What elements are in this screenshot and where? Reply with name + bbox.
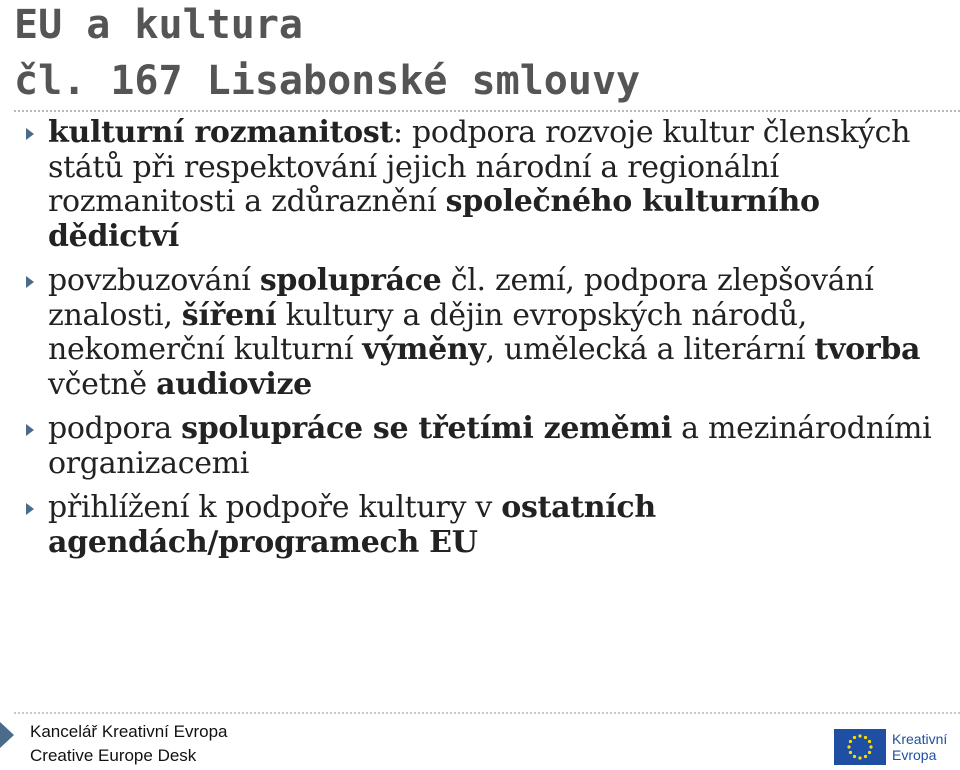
bullet-item xyxy=(12,412,942,481)
bullet-text xyxy=(48,115,910,254)
triangle-right-icon xyxy=(26,424,34,436)
footer-organization xyxy=(30,720,228,768)
bullet-text xyxy=(48,490,656,560)
triangle-right-icon xyxy=(26,276,34,288)
text-run: povzbuzování xyxy=(48,263,260,298)
flag-star xyxy=(864,755,867,758)
text-run: , umělecká a literární xyxy=(485,332,815,367)
text-run: podpora xyxy=(48,411,182,446)
bullet-item xyxy=(12,264,942,402)
bold-text: spolupráce se třetími zeměmi xyxy=(181,411,672,446)
bullet-item xyxy=(12,491,942,560)
flag-star xyxy=(858,756,861,759)
bold-text: spolupráce xyxy=(259,263,442,298)
logo-text xyxy=(892,731,947,763)
triangle-right-icon xyxy=(26,128,34,140)
bold-text: společného kulturního dědictví xyxy=(48,184,820,254)
bullet-text xyxy=(48,411,931,481)
flag-star xyxy=(853,755,856,758)
bullet-list xyxy=(12,116,942,560)
text-run: čl. zemí, podpora zlepšování znalosti, xyxy=(48,263,874,333)
triangle-right-icon xyxy=(26,503,34,515)
flag-star xyxy=(847,745,850,748)
bullet-text xyxy=(48,263,920,402)
title-line-2: čl. 167 Lisabonské smlouvy xyxy=(14,58,641,104)
title-divider xyxy=(14,110,960,112)
flag-star xyxy=(868,740,871,743)
title-line-1: EU a kultura xyxy=(14,2,303,48)
bold-text: výměny xyxy=(362,332,486,367)
bold-text: kulturní rozmanitost xyxy=(48,115,393,150)
flag-star xyxy=(853,736,856,739)
text-run: včetně xyxy=(48,366,157,402)
flag-star xyxy=(869,745,872,748)
bold-text: audiovize xyxy=(156,366,312,402)
bold-text: tvorba xyxy=(814,332,921,367)
text-run: přihlížení k podpoře kultury v xyxy=(48,490,502,525)
text-run: : podpora rozvoje kultur členských států při respektování jejich národní a regionální rozmanitosti a zdůraznění xyxy=(48,115,911,219)
slide-title xyxy=(14,0,640,106)
bold-text: šíření xyxy=(181,297,277,333)
eu-flag-icon xyxy=(834,729,886,765)
logo-line-2: Evropa xyxy=(892,747,937,763)
text-run: a mezinárodními organizacemi xyxy=(48,411,932,481)
flag-star xyxy=(868,751,871,754)
flag-star xyxy=(849,740,852,743)
footer-line-2: Creative Europe Desk xyxy=(30,746,197,765)
text-run: kultury a dějin evropských národů, nekomerční kulturní xyxy=(48,297,808,367)
bold-text: ostatních agendách/programech EU xyxy=(48,490,656,560)
flag-star xyxy=(858,734,861,737)
flag-star xyxy=(864,736,867,739)
logo-line-1: Kreativní xyxy=(892,731,948,747)
footer-divider xyxy=(14,712,960,714)
flag-star xyxy=(849,751,852,754)
footer-arrow-icon xyxy=(0,722,14,748)
bullet-item xyxy=(12,116,942,254)
creative-europe-logo xyxy=(834,728,947,766)
footer-line-1: Kancelář Kreativní Evropa xyxy=(30,722,228,741)
